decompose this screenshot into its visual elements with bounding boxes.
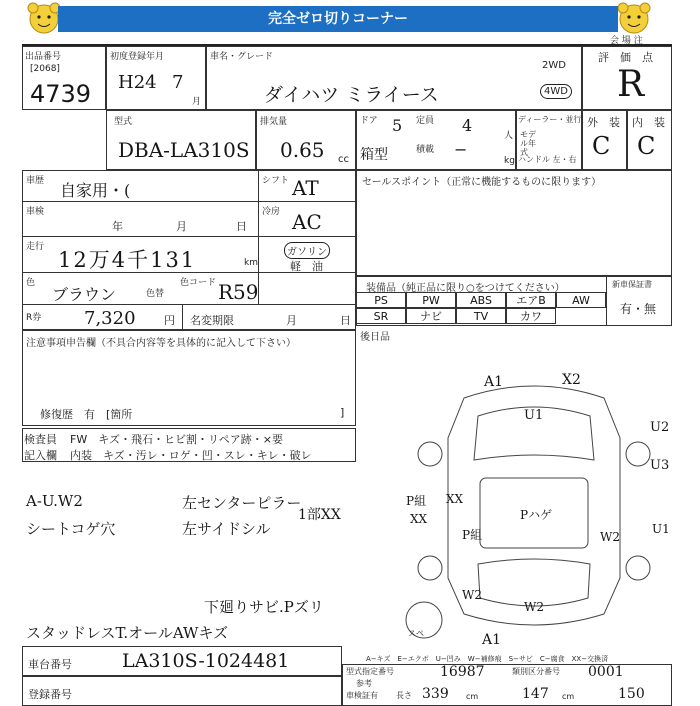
repair-close: ] xyxy=(340,406,345,419)
kg-unit: kg xyxy=(504,156,515,166)
capacity-value: 4 xyxy=(462,116,473,135)
mark-p-group-left: P組 xyxy=(406,494,427,508)
recycle-label: R券 xyxy=(26,313,42,323)
km-unit: km xyxy=(244,258,258,268)
mark-a1-top: A1 xyxy=(484,374,504,390)
mark-w2-bottom-left: W2 xyxy=(462,588,482,602)
model-value: DBA-LA310S xyxy=(118,138,250,162)
name-change-day: 日 xyxy=(340,314,351,327)
category-value: 0001 xyxy=(588,664,624,680)
notes-label: 注意事項申告欄（不具合内容等を具体的に記入して下さい） xyxy=(26,338,296,349)
first-reg-year: H24 xyxy=(118,72,157,93)
model-year-label: モデル年式 xyxy=(520,130,536,157)
reg-label: 登録番号 xyxy=(28,688,72,701)
interior-label: 内 装 xyxy=(632,116,665,129)
sales-point-label: セールスポイント（正常に機能するものに限ります） xyxy=(362,177,602,188)
type-cert-label: 型式指定番号 xyxy=(346,667,394,676)
ref-label: 参考 xyxy=(356,679,372,688)
mark-p-hage: Pハゲ xyxy=(520,508,553,522)
entry-label: 記入欄 xyxy=(24,449,57,462)
lot-sub: [2068] xyxy=(30,64,60,74)
memo-6: 下廻りサビ.Pズリ xyxy=(204,598,324,616)
drive-2wd: 2WD xyxy=(542,60,566,71)
length-label: 長さ xyxy=(396,691,412,700)
length-value: 339 xyxy=(422,686,449,702)
mark-xx-2: XX xyxy=(410,512,428,526)
month-unit: 月 xyxy=(192,97,202,107)
equip-tv: TV xyxy=(456,308,506,324)
shift-value: AT xyxy=(292,176,319,200)
load-value: − xyxy=(454,140,468,159)
equip-aw: AW xyxy=(556,292,606,308)
memo-1: A-U.W2 xyxy=(26,492,83,510)
color-code-label: 色コード xyxy=(180,278,217,288)
mark-w2-right: W2 xyxy=(600,530,620,544)
mark-w2-bottom: W2 xyxy=(524,600,544,614)
inspection-month: 月 xyxy=(176,220,187,233)
width-value: 147 xyxy=(522,686,549,702)
door-note: 箱型 xyxy=(360,147,388,163)
warranty-value: 有・無 xyxy=(620,302,657,316)
name-value: ダイハツ ミライース xyxy=(264,84,439,106)
corner-title: 完全ゼロ切りコーナー xyxy=(58,6,618,32)
recycle-value: 7,320 xyxy=(84,308,136,329)
color-code-value: R59 xyxy=(218,280,259,304)
dealer-label: ディーラー・並行 xyxy=(518,115,582,124)
cm-unit-1: cm xyxy=(466,692,479,701)
first-reg-label: 初度登録年月 xyxy=(110,52,165,62)
equip-leather: カワ xyxy=(506,308,556,324)
mark-x2: X2 xyxy=(562,372,581,388)
car-id-label: 車検証有 xyxy=(346,691,378,700)
ac-label: 冷房 xyxy=(262,207,281,217)
handle-label: ハンドル 左・右 xyxy=(518,155,577,164)
displacement-label: 排気量 xyxy=(260,117,288,127)
lot-label: 出品番号 xyxy=(25,52,62,62)
color-label: 色 xyxy=(26,278,36,288)
eval-label: 評 価 点 xyxy=(598,51,653,64)
rear-seat-label: 後日品 xyxy=(360,332,390,343)
interior-row: 内装 キズ・汚レ・ロゲ・凹・スレ・キレ・破レ xyxy=(70,449,312,462)
cc-unit: cc xyxy=(338,154,349,165)
cm-unit-2: cm xyxy=(562,692,575,701)
door-value: 5 xyxy=(392,116,403,135)
type-cert-value: 16987 xyxy=(440,664,485,680)
mileage-value: 12万4千131 xyxy=(58,248,197,272)
lot-number: 4739 xyxy=(30,80,92,108)
repair-label: 修復歴 有 [箇所 xyxy=(40,408,133,421)
use-value: 自家用・( xyxy=(60,181,131,200)
yen-unit: 円 xyxy=(164,314,175,327)
warranty-label: 新車保証書 xyxy=(612,280,652,289)
door-label: ドア xyxy=(360,116,378,126)
inspection-label: 車検 xyxy=(26,207,45,217)
mark-p-group-center: P組 xyxy=(462,528,483,542)
mark-a1-bottom: A1 xyxy=(482,632,502,648)
name-change-label: 名変期限 xyxy=(190,314,234,327)
equip-ps: PS xyxy=(356,292,406,308)
first-reg-month: 7 xyxy=(172,72,184,93)
chassis-value: LA310S-1024481 xyxy=(122,650,290,672)
mark-u1-right: U1 xyxy=(652,522,670,536)
capacity-unit: 人 xyxy=(504,131,514,141)
displacement-value: 0.65 xyxy=(280,138,325,162)
chassis-label: 車台番号 xyxy=(28,658,72,671)
category-label: 類別区分番号 xyxy=(512,667,560,676)
equip-airbag: エアB xyxy=(506,292,556,308)
exterior-value: C xyxy=(592,132,611,160)
ac-value: AC xyxy=(292,210,322,234)
memo-7: スタッドレスT.オールAWキズ xyxy=(26,624,229,642)
inspection-year: 年 xyxy=(112,220,123,233)
mark-spare: スペ xyxy=(408,629,424,638)
memo-4: 左サイドシル xyxy=(182,520,271,538)
fuel-diesel: 軽 油 xyxy=(290,260,323,273)
paint-label: 色替 xyxy=(146,289,165,299)
interior-value: C xyxy=(637,132,656,160)
mark-xx-1: XX xyxy=(446,492,464,506)
equip-navi: ナビ xyxy=(406,308,456,324)
mark-u3: U3 xyxy=(650,458,670,473)
memo-5: 1部XX xyxy=(298,507,341,523)
model-label: 型式 xyxy=(114,117,133,127)
inspection-day: 日 xyxy=(236,220,247,233)
mileage-label: 走行 xyxy=(26,242,45,252)
auction-sheet xyxy=(22,44,672,706)
mark-u1: U1 xyxy=(524,408,544,423)
load-label: 積載 xyxy=(416,145,435,155)
capacity-label: 定員 xyxy=(416,116,435,126)
memo-3: 左センターピラー xyxy=(182,494,302,512)
venue-note: 会 場 注 xyxy=(610,36,643,46)
eval-value: R xyxy=(617,64,645,105)
memo-2: シートコゲ穴 xyxy=(26,520,116,538)
name-change-month: 月 xyxy=(286,314,297,327)
height-value: 150 xyxy=(618,686,645,702)
drive-4wd: 4WD xyxy=(540,84,572,99)
mark-u2: U2 xyxy=(650,420,670,435)
shift-label: シフト xyxy=(262,176,290,186)
color-value: ブラウン xyxy=(52,285,117,304)
fuel-gas: ガソリン xyxy=(284,242,330,259)
damage-legend: A−キズ E−エクボ U−凹み W−補修痕 S−サビ C−腐食 XX−交換済 xyxy=(366,655,609,663)
fw-row: FW キズ・飛石・ヒビ割・リペア跡・×要 xyxy=(70,433,283,446)
equip-abs: ABS xyxy=(456,292,506,308)
equip-pw: PW xyxy=(406,292,456,308)
equip-label: 装備品（純正品に限り○をつけてください） xyxy=(366,283,565,294)
name-label: 車名・グレード xyxy=(210,52,274,62)
exterior-label: 外 装 xyxy=(587,116,620,129)
equip-sr: SR xyxy=(356,308,406,324)
inspector-label: 検査員 xyxy=(24,433,57,446)
use-label: 車歴 xyxy=(26,176,45,186)
